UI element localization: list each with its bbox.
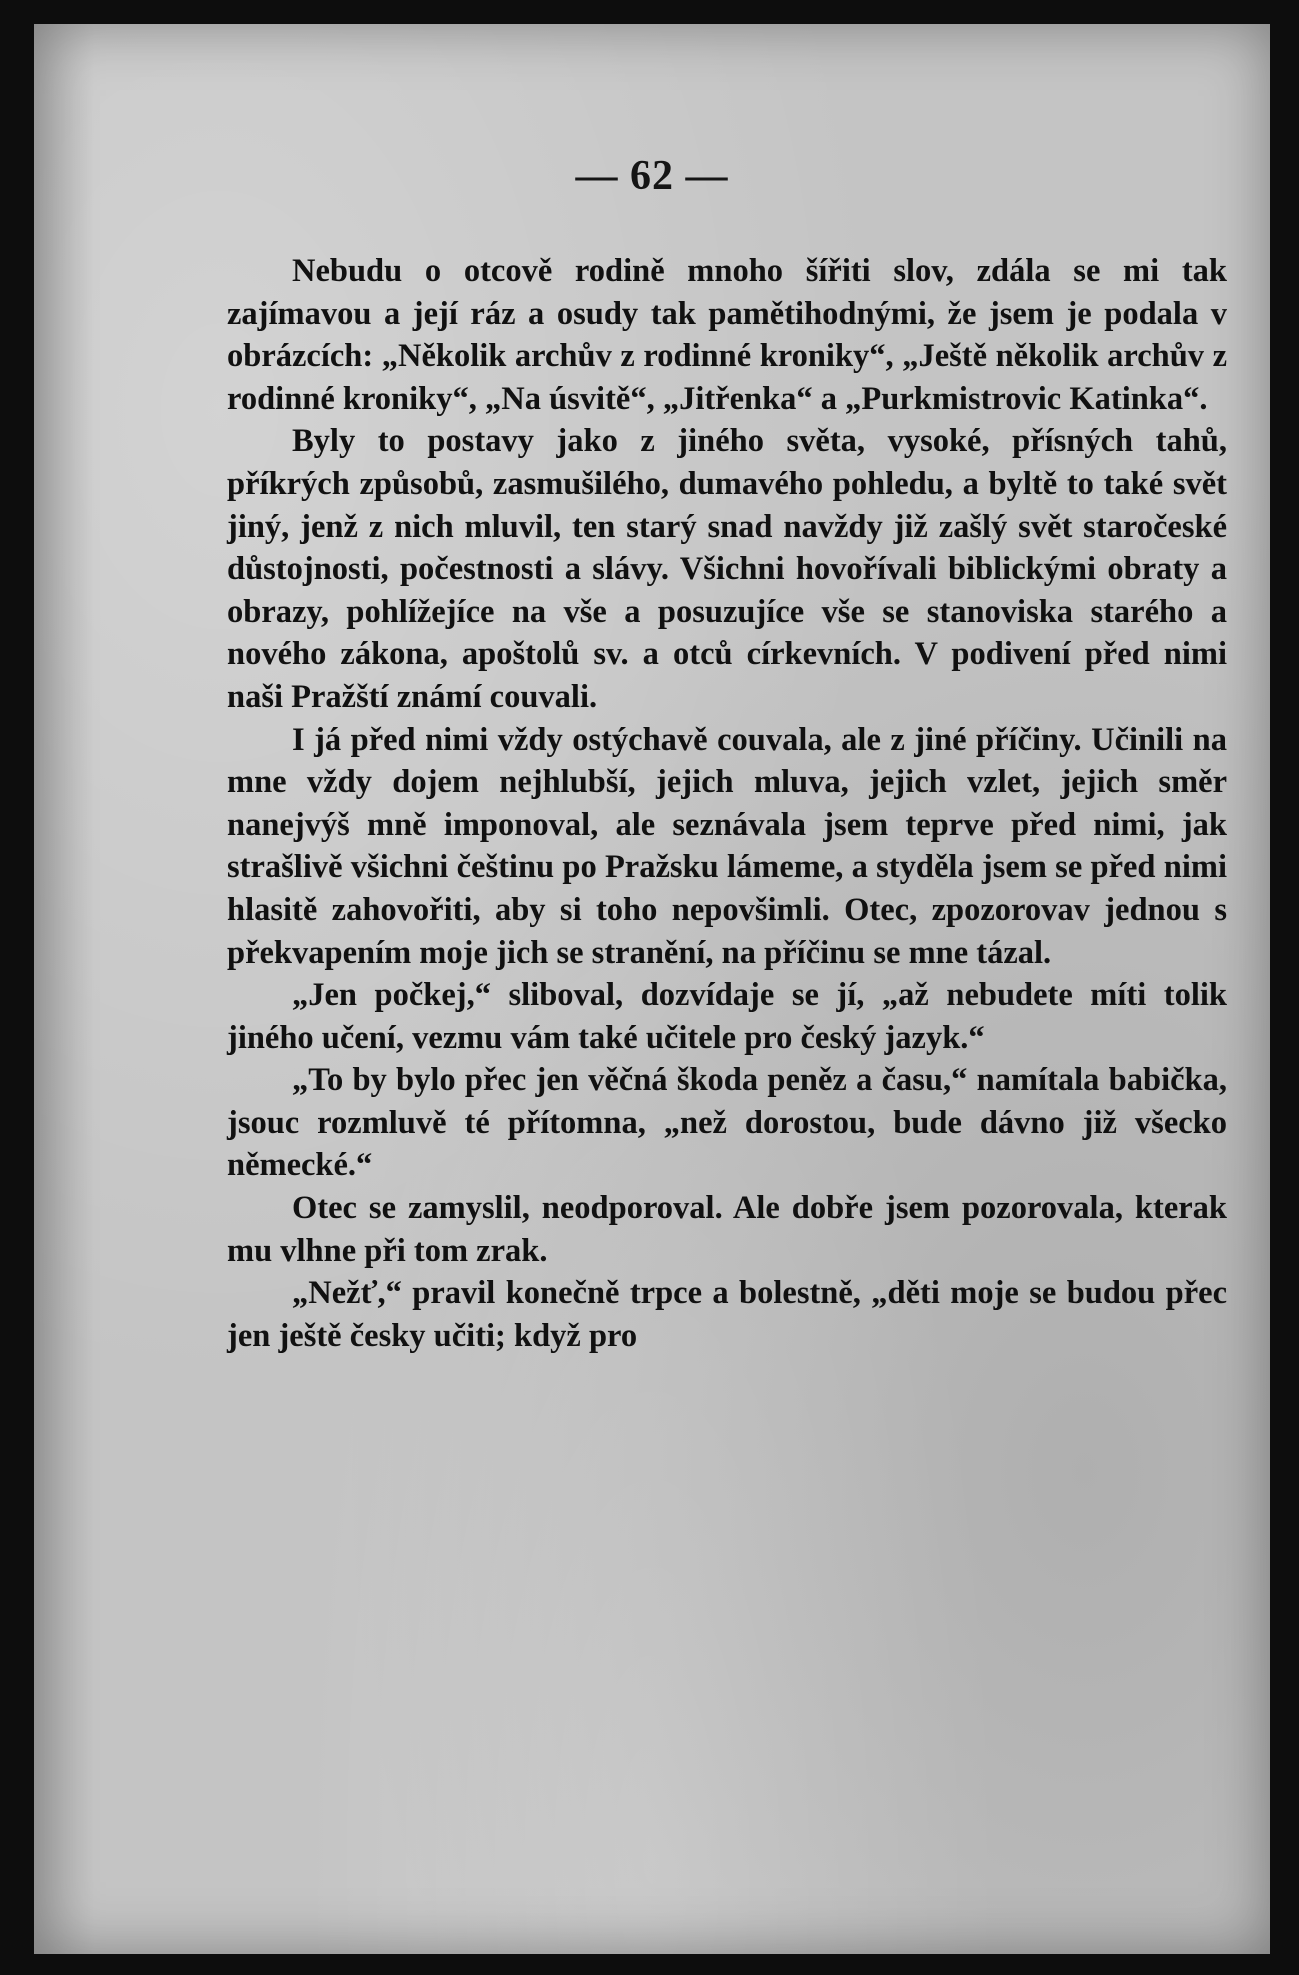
body-text — [227, 250, 1227, 1357]
book-page — [34, 24, 1270, 1954]
page-edge-shadow — [34, 24, 94, 1954]
paragraph-7: „Nežť,“ pravil konečně trpce a bolestně, „děti moje se budou přec jen ještě česky učiti; když pro — [227, 1275, 1227, 1354]
page-number: — 62 — — [575, 153, 729, 199]
paragraph-6: Otec se zamyslil, neodporoval. Ale dobře jsem pozorovala, kterak mu vlhne při tom zrak. — [227, 1190, 1227, 1269]
paragraph-5: „To by bylo přec jen věčná škoda peněz a času,“ namítala babička, jsouc rozmluvě té přítomna, „než dorostou, bude dávno již všecko německé.“ — [227, 1062, 1227, 1184]
paragraph-3: I já před nimi vždy ostýchavě couvala, ale z jiné příčiny. Učinili na mne vždy dojem nejhlubší, jejich mluva, jejich vzlet, jejich směr nanejvýš mně imponoval, ale seznávala jsem teprve před nimi, jak strašlivě všichni češtinu po Pražsku lámeme, a styděla jsem se před nimi hlasitě zahovořiti, aby si toho nepovšimli. Otec, zpozorovav jednou s překvapením moje jich se stranění, na příčinu se mne tázal. — [227, 721, 1227, 971]
paragraph-4: „Jen počkej,“ sliboval, dozvídaje se jí, „až nebudete míti tolik jiného učení, vezmu vám také učitele pro český jazyk.“ — [227, 977, 1227, 1056]
paragraph-1: Nebudu o otcově rodině mnoho šířiti slov, zdála se mi tak zajímavou a její ráz a osudy tak pamětihodnými, že jsem je podala v obrázcích: „Několik archův z rodinné kroniky“, „Ještě několik archův z rodinné kroniky“, „Na úsvitě“, „Jitřenka“ a „Purkmistrovic Katinka“. — [227, 253, 1227, 417]
paragraph-2: Byly to postavy jako z jiného světa, vysoké, přísných tahů, příkrých způsobů, zasmušilého, dumavého pohledu, a byltě to také svět jiný, jenž z nich mluvil, ten starý snad navždy již zašlý svět staročeské důstojnosti, počestnosti a slávy. Všichni hovořívali biblickými obraty a obrazy, pohlížejíce na vše a posuzujíce vše se stanoviska starého a nového zákona, apoštolů sv. a otců církevních. V podivení před nimi naši Pražští známí couvali. — [227, 423, 1227, 715]
